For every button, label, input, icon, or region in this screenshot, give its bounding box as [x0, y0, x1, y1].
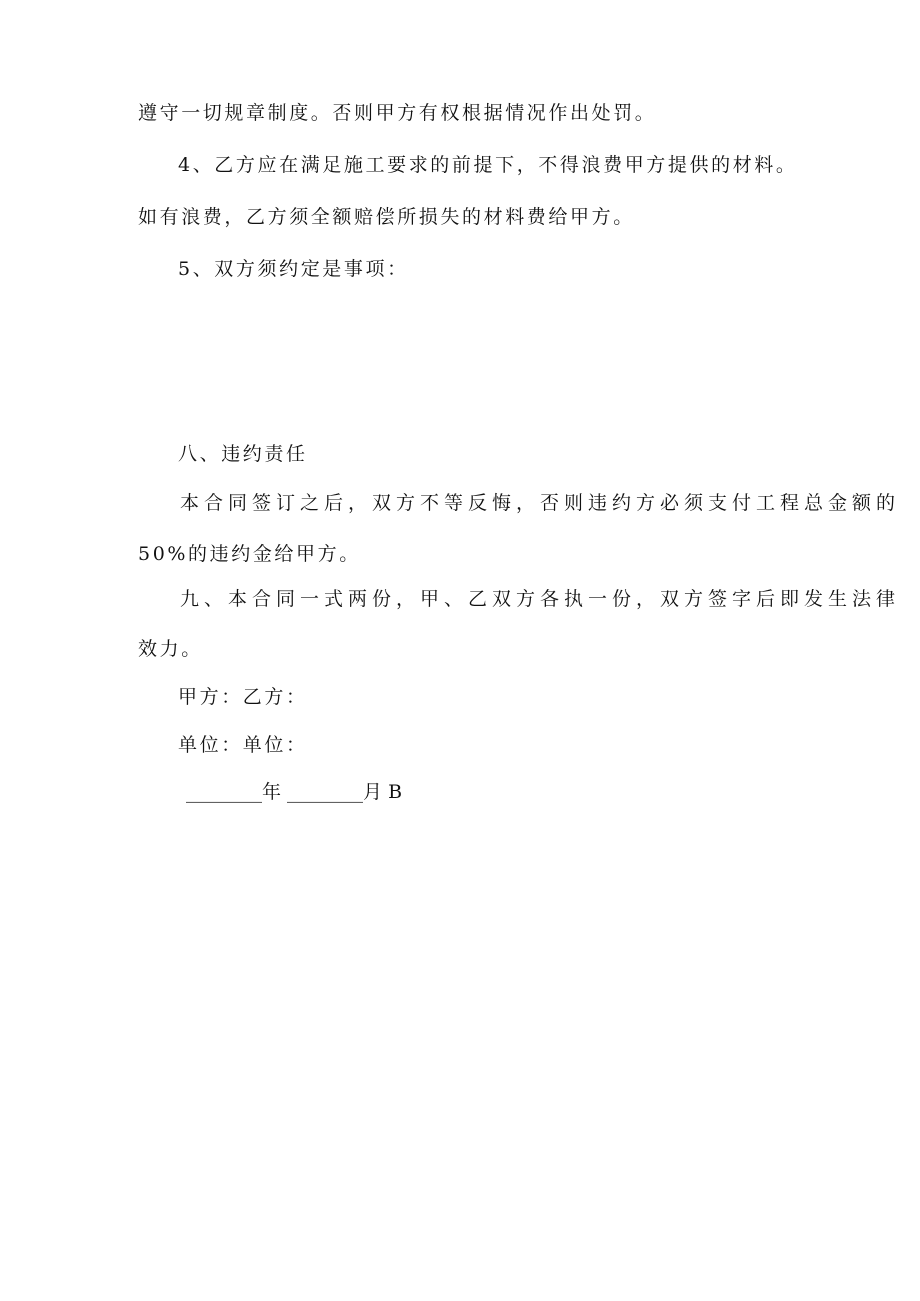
text-line: 本合同签订之后，双方不等反悔，否则违约方必须支付工程总金额的	[180, 492, 901, 514]
section-heading: 八、违约责任	[178, 443, 308, 465]
clause-4: 4、乙方应在满足施工要求的前提下，不得浪费甲方提供的材料。	[178, 154, 798, 176]
date-line: ________年 ________月 B	[186, 781, 403, 803]
section-nine: 九、本合同一式两份，甲、乙双方各执一份，双方签字后即发生法律	[180, 588, 901, 610]
text-line: 如有浪费，乙方须全额赔偿所损失的材料费给甲方。	[138, 206, 635, 228]
text-line: 50%的违约金给甲方。	[138, 543, 361, 565]
clause-5: 5、双方须约定是事项：	[178, 258, 409, 280]
party-label: 甲方：乙方：	[178, 686, 308, 708]
text-line: 效力。	[138, 638, 203, 660]
unit-label: 单位：单位：	[178, 734, 308, 756]
text-line: 遵守一切规章制度。否则甲方有权根据情况作出处罚。	[138, 102, 657, 124]
